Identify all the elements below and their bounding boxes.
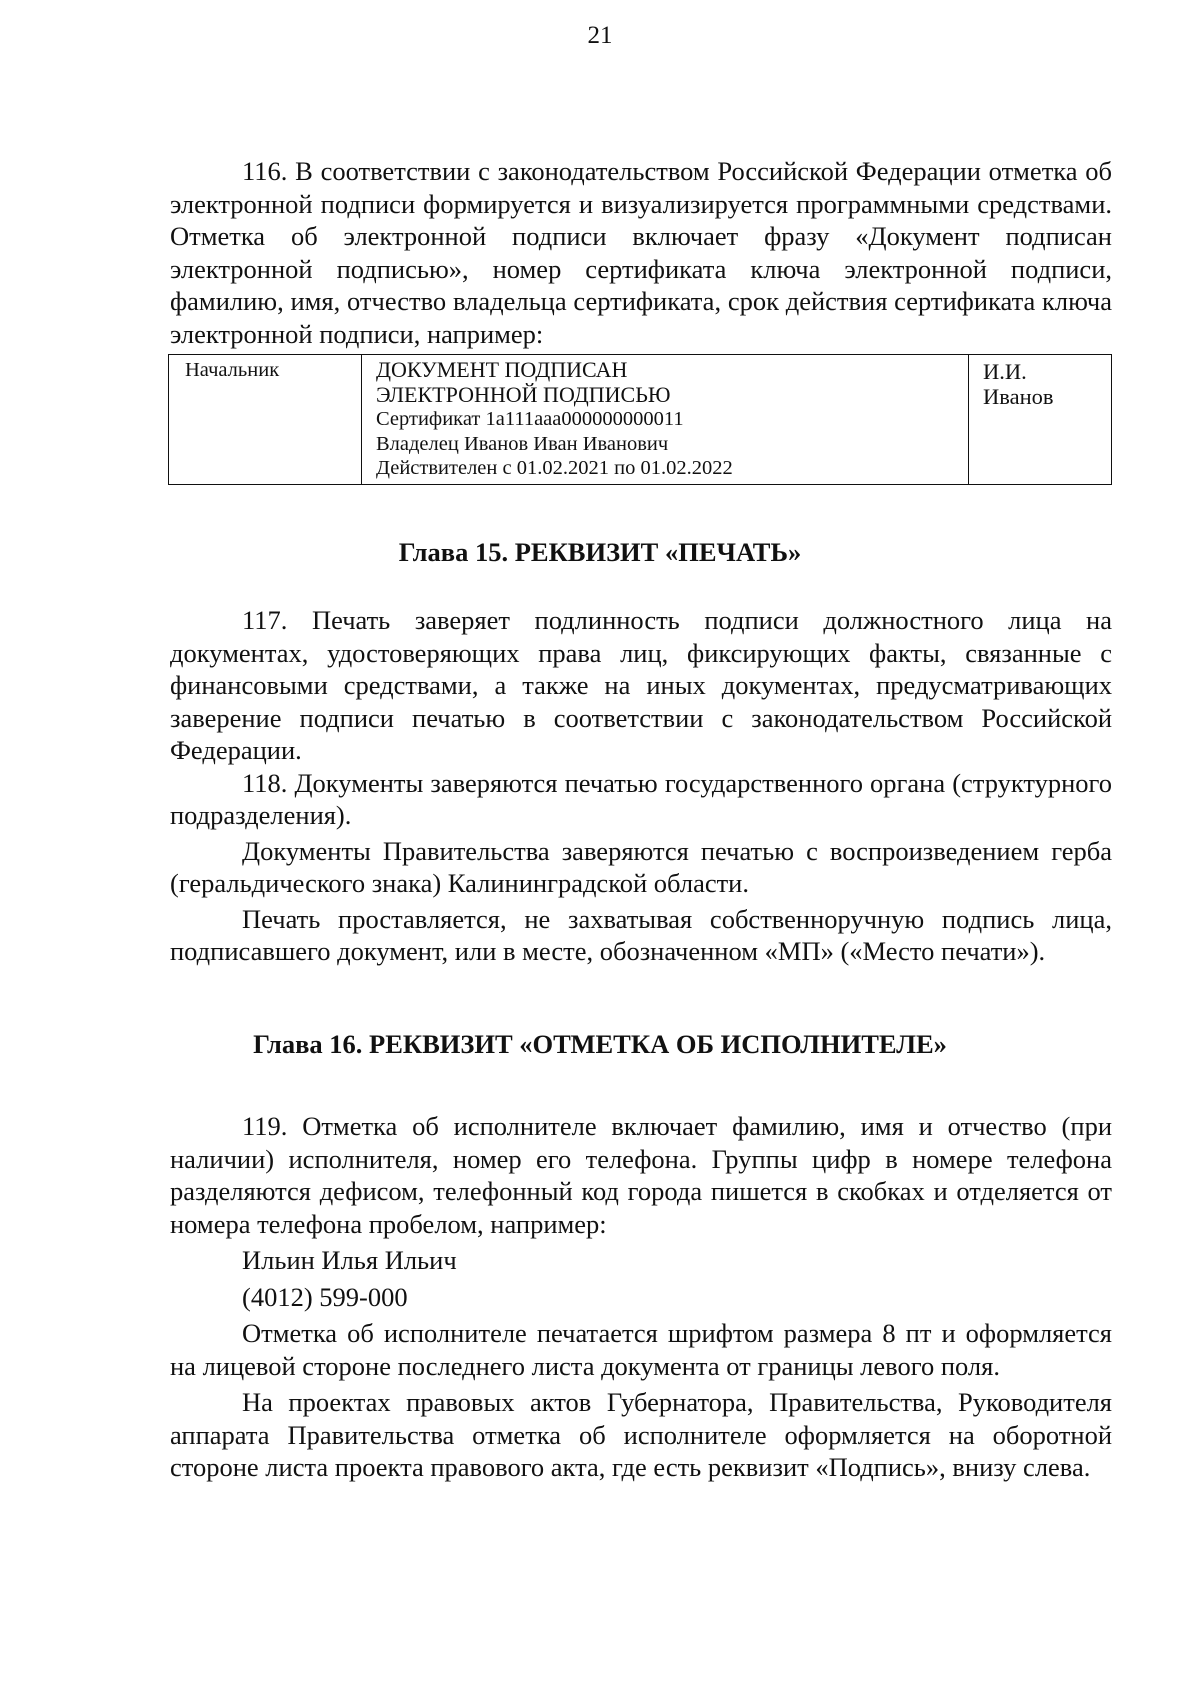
example-phone: (4012) 599-000 [242,1281,408,1312]
paragraph-117: 117. Печать заверяет подлинность подписи должностного лица на документах, удостоверяющих права лиц, фиксирующих факты, связанные с финансовыми средствами, а также на иных документах, предусматривающих заверение подписи печатью в соответствии с законодательством Российской Федерации. [170,605,1112,765]
certificate-number: Сертификат 1a111aaa000000000011 [376,408,684,430]
paragraph-118: 118. Документы заверяются печатью государственного органа (структурного подразделения). [170,767,1112,830]
stamp-line-1: ДОКУМЕНТ ПОДПИСАН [376,357,628,382]
paragraph-119: 119. Отметка об исполнителе включает фамилию, имя и отчество (при наличии) исполнителя, номер его телефона. Группы цифр в номере телефона разделяются дефисом, телефонный код города пишется в скобках и отделяется от номера телефона пробелом, например: [170,1111,1112,1239]
section-117-118 [170,604,1112,968]
certificate-validity: Действителен с 01.02.2021 по 01.02.2022 [376,457,733,479]
paragraph-118-c: Печать проставляется, не захватывая собственноручную подпись лица, подписавшего документ, или в месте, обозначенном «МП» («Место печати»). [170,903,1112,966]
chapter-16-heading: Глава 16. РЕКВИЗИТ «ОТМЕТКА ОБ ИСПОЛНИТЕЛЕ» [253,1029,947,1059]
stamp-line-2: ЭЛЕКТРОННОЙ ПОДПИСЬЮ [376,381,671,407]
certificate-owner: Владелец Иванов Иван Иванович [376,432,669,455]
e-signature-stamp [362,355,969,485]
section-119 [170,1110,1112,1484]
example-name: Ильин Илья Ильич [242,1245,457,1275]
signature-example-table [168,354,1112,485]
paragraph-119-c: На проектах правовых актов Губернатора, Правительства, Руководителя аппарата Правительства отметка об исполнителе оформляется на оборотной стороне листа проекта правового акта, где есть реквизит «Подпись», внизу слева. [170,1387,1112,1482]
section-116 [170,155,1112,350]
paragraph-118-b: Документы Правительства заверяются печатью с воспроизведением герба (геральдического знака) Калининградской области. [170,835,1112,898]
table-row [169,355,1112,485]
paragraph-116: 116. В соответствии с законодательством Российской Федерации отметка об электронной подписи формируется и визуализируется программными средствами. Отметка об электронной подписи включает фразу «Документ подписан электронной подписью», номер сертификата ключа электронной подписи, фамилию, имя, отчество владельца сертификата, срок действия сертификата ключа электронной подписи, например: [170,156,1112,349]
position-cell: Начальник [169,355,362,485]
paragraph-119-b: Отметка об исполнителе печатается шрифтом размера 8 пт и оформляется на лицевой стороне последнего листа документа от границы левого поля. [170,1318,1112,1381]
signer-cell: И.И. Иванов [969,355,1112,485]
chapter-15-heading: Глава 15. РЕКВИЗИТ «ПЕЧАТЬ» [398,537,802,567]
page-number: 21 [587,22,613,49]
